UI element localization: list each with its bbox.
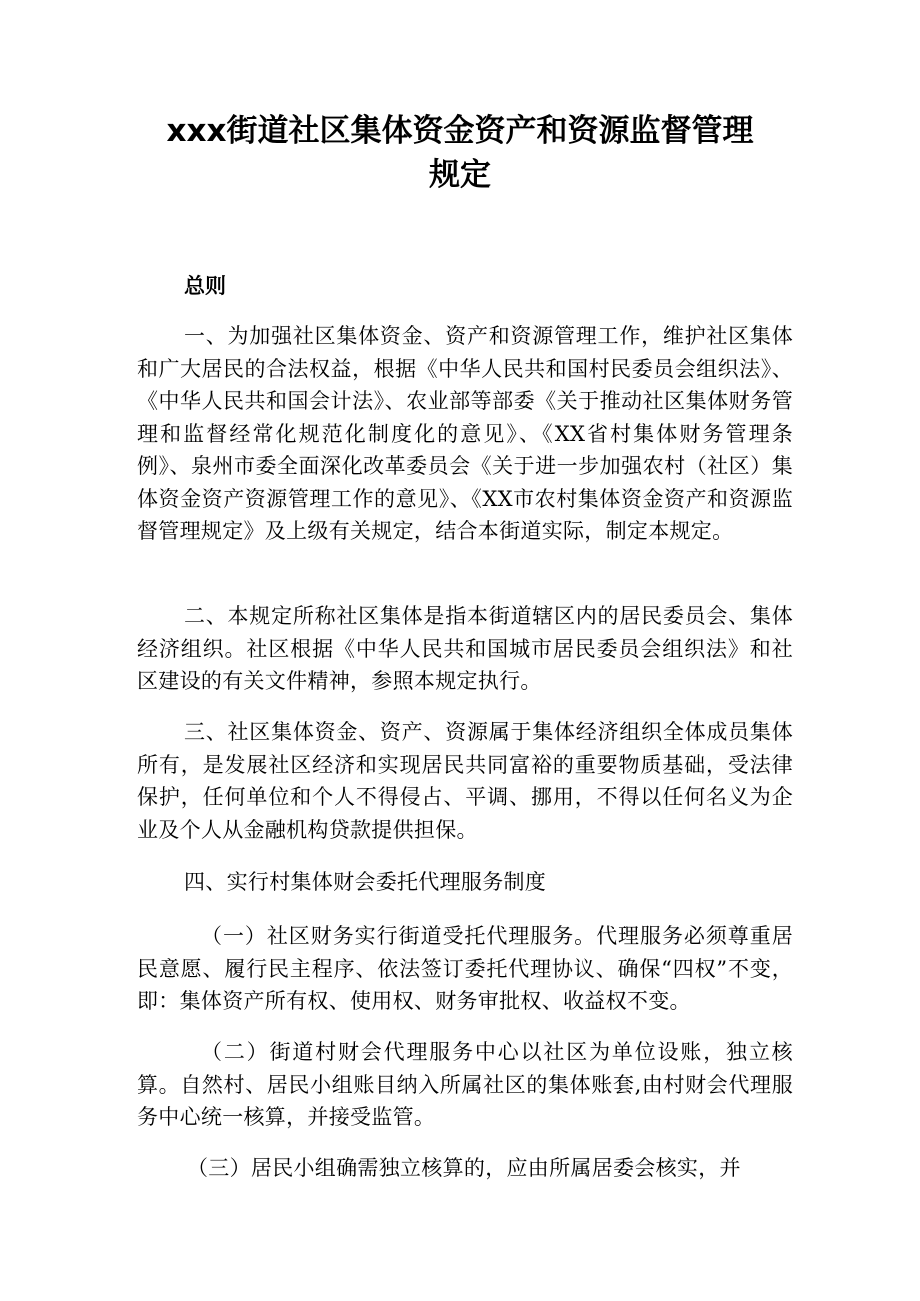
section-heading-general-provisions: 总则 xyxy=(184,274,226,298)
paragraph-article-2: 二、本规定所称社区集体是指本街道辖区内的居民委员会、集体经济组织。社区根据《中华人民共和国城市居民委员会组织法》和社区建设的有关文件精神，参照本规定执行。 xyxy=(137,604,793,693)
document-title-line-2: 规定 xyxy=(429,157,491,193)
paragraph-article-4-item-3: （三）居民小组确需独立核算的，应由所属居委会核实，并 xyxy=(187,1156,741,1180)
paragraph-article-4: 四、实行村集体财会委托代理服务制度 xyxy=(184,870,547,894)
paragraph-article-1: 一、为加强社区集体资金、资产和资源管理工作，维护社区集体和广大居民的合法权益，根据《中华人民共和国村民委员会组织法》、《中华人民共和国会计法》、农业部等部委《关于推动社区集体财务管理和监督经常化规范化制度化的意见》、《XX省村集体财务管理条例》、泉州市委全面深化改革委员会《关于进一步加强农村（社区）集体资金资产资源管理工作的意见》、《XX市农村集体资金资产和资源监督管理规定》及上级有关规定，结合本街道实际，制定本规定。 xyxy=(137,324,793,543)
paragraph-article-4-item-1: （一）社区财务实行街道受托代理服务。代理服务必须尊重居民意愿、履行民主程序、依法签订委托代理协议、确保“四权”不变，即：集体资产所有权、使用权、财务审批权、收益权不变。 xyxy=(137,924,793,1013)
paragraph-article-3: 三、社区集体资金、资产、资源属于集体经济组织全体成员集体所有，是发展社区经济和实现居民共同富裕的重要物质基础，受法律保护，任何单位和个人不得侵占、平调、挪用，不得以任何名义为企业及个人从金融机构贷款提供担保。 xyxy=(137,720,793,842)
document-title-line-1: xxx街道社区集体资金资产和资源监督管理 xyxy=(166,113,754,149)
paragraph-article-4-item-2: （二）街道村财会代理服务中心以社区为单位设账，独立核算。自然村、居民小组账目纳入所属社区的集体账套,由村财会代理服务中心统一核算，并接受监管。 xyxy=(137,1040,793,1129)
